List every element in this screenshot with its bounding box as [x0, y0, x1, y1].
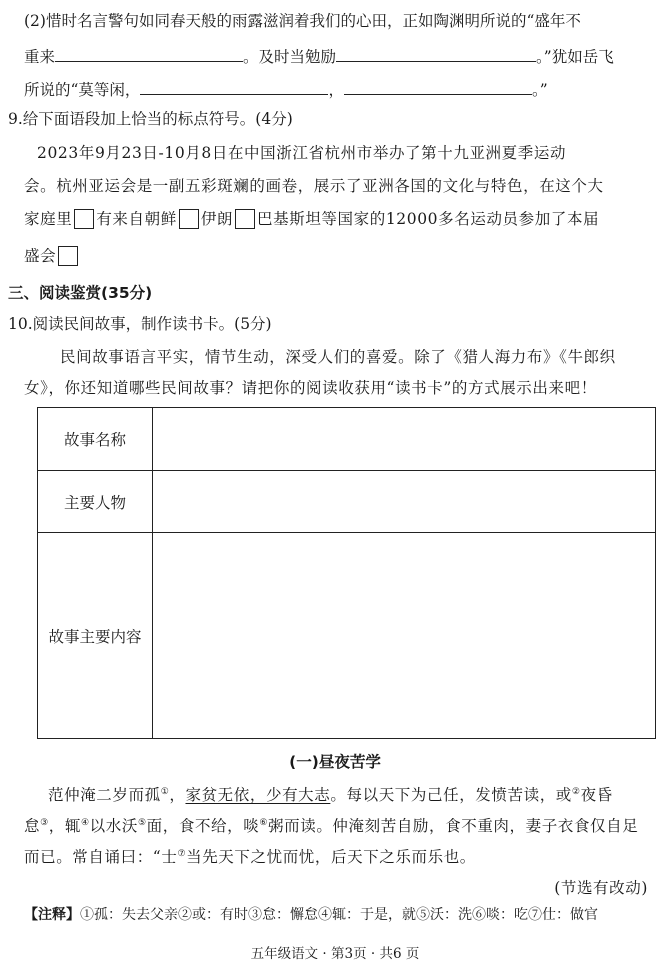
card-label: 主要人物 — [38, 471, 153, 533]
page-footer: 五年级语文 · 第3页 · 共6 页 — [250, 946, 420, 962]
passage-source-note: (节选有改动) — [554, 879, 648, 897]
punctuation-box[interactable] — [235, 209, 255, 229]
q8-2-line2: 重来 。及时当勉励 。”犹如岳飞 — [24, 45, 614, 68]
punctuation-box[interactable] — [74, 209, 94, 229]
passage-line3: 而已。常自诵曰：“士⑦当先天下之忧而忧，后天下之乐而乐也。 — [24, 848, 476, 866]
q9-line1: 2023年9月23日-10月8日在中国浙江省杭州市举办了第十九亚洲夏季运动 — [37, 144, 567, 162]
q10-title: 10.阅读民间故事，制作读书卡。(5分) — [8, 315, 272, 333]
q10-intro-line1: 民间故事语言平实，情节生动，深受人们的喜爱。除了《猎人海力布》《牛郎织 — [60, 348, 616, 366]
q9-line4: 盛会 — [24, 245, 80, 267]
card-label: 故事名称 — [38, 408, 153, 471]
answer-blank[interactable] — [55, 45, 243, 62]
answer-blank[interactable] — [344, 78, 532, 95]
card-row-story-name — [38, 408, 656, 471]
q10-intro-line2: 女》，你还知道哪些民间故事？请把你的阅读收获用“读书卡”的方式展示出来吧！ — [24, 379, 597, 397]
underlined-sentence: 家贫无依，少有大志 — [185, 786, 331, 804]
card-answer-cell[interactable] — [153, 408, 656, 471]
card-label: 故事主要内容 — [38, 533, 153, 739]
q9-line3: 家庭里 有来自朝鲜 伊朗 巴基斯坦等国家的12000多名运动员参加了本届 — [24, 210, 600, 228]
passage-title: (一)昼夜苦学 — [289, 753, 381, 771]
passage-notes: 【注释】①孤：失去父亲②或：有时③怠：懈怠④辄：于是，就⑤沃：洗⑥啖：吃⑦仕：做官 — [24, 907, 598, 923]
passage-line2: 怠③，辄④以水沃⑤面，食不给，啖⑥粥而读。仲淹刻苦自励，食不重肉，妻子衣食仅自足 — [24, 817, 639, 835]
answer-blank[interactable] — [140, 78, 328, 95]
q9-title: 9.给下面语段加上恰当的标点符号。(4分) — [8, 110, 293, 128]
q8-2-line1: (2)惜时名言警句如同春天般的雨露滋润着我们的心田，正如陶渊明所说的“盛年不 — [24, 12, 581, 30]
card-answer-cell[interactable] — [153, 533, 656, 739]
card-answer-cell[interactable] — [153, 471, 656, 533]
card-row-summary — [38, 533, 656, 739]
reading-card-table — [37, 407, 656, 739]
passage-line1: 范仲淹二岁而孤①，家贫无依，少有大志。每以天下为己任，发愤苦读，或②夜昏 — [48, 786, 613, 804]
punctuation-box[interactable] — [58, 246, 78, 266]
answer-blank[interactable] — [336, 45, 536, 62]
section-3-title: 三、阅读鉴赏(35分) — [8, 284, 153, 302]
q9-line2: 会。杭州亚运会是一副五彩斑斓的画卷，展示了亚洲各国的文化与特色，在这个大 — [24, 177, 604, 195]
punctuation-box[interactable] — [179, 209, 199, 229]
card-row-characters — [38, 471, 656, 533]
q8-2-line3: 所说的“莫等闲， ， 。” — [24, 78, 548, 101]
